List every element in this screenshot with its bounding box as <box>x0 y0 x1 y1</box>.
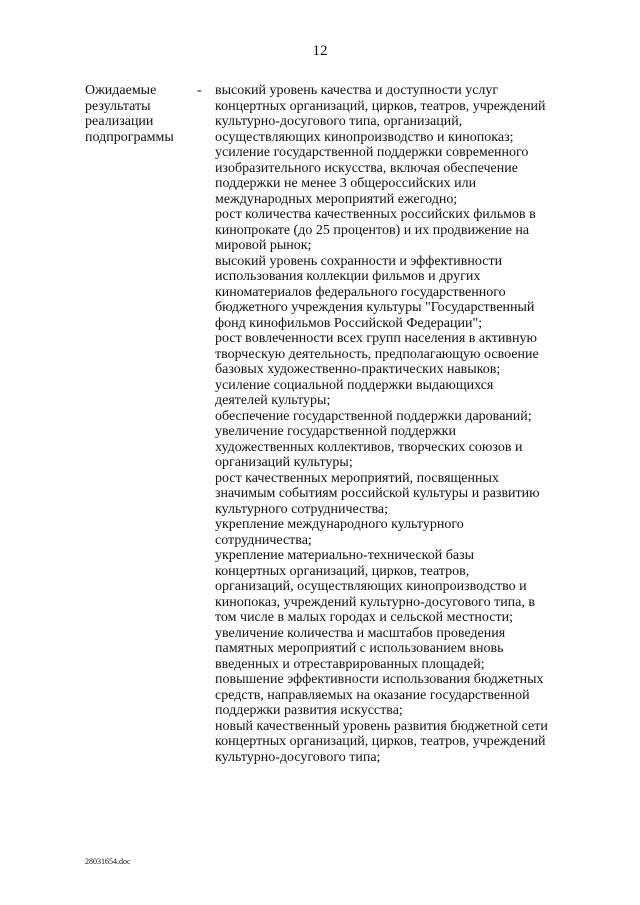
text-line: концертных организаций, цирков, театров, учреждений <box>215 98 546 114</box>
text-line: обеспечение государственной поддержки дарований; <box>215 408 532 424</box>
text-line: мировой рынок; <box>215 238 312 253</box>
results-text <box>215 83 575 765</box>
text-line: концертных организаций, цирков, театров, учреждений <box>215 734 546 749</box>
text-line: концертных организаций, цирков, театров, <box>215 563 470 579</box>
section-label-line: реализации <box>85 114 154 129</box>
text-line: художественных коллективов, творческих союзов и <box>215 439 523 455</box>
text-line: международных мероприятий ежегодно; <box>215 191 458 207</box>
text-line: сотрудничества; <box>215 532 312 548</box>
text-line: организаций культуры; <box>215 455 353 470</box>
text-line: фонд кинофильмов Российской Федерации"; <box>215 315 483 331</box>
section-label-line: Ожидаемые <box>85 83 157 98</box>
text-line: культурно-досугового типа, организаций, <box>215 114 463 129</box>
text-line: введенных и отреставрированных площадей; <box>215 656 485 672</box>
section-label-line: результаты <box>85 98 151 114</box>
text-line: поддержки не менее 3 общероссийских или <box>215 176 477 191</box>
text-line: рост количества качественных российских фильмов в <box>215 207 536 222</box>
page-number: 12 <box>312 43 328 59</box>
text-line: кинопоказ, учреждений культурно-досугового типа, в <box>215 594 535 610</box>
text-line: увеличение количества и масштабов проведения <box>215 625 506 641</box>
text-line: киноматериалов федерального государственного <box>215 284 506 300</box>
section-label-line: подпрограммы <box>85 129 174 145</box>
text-line: том числе в малых городах и сельской местности; <box>215 610 513 625</box>
text-line: значимым событиям российской культуры и развитию <box>215 486 540 501</box>
text-line: высокий уровень сохранности и эффективности <box>215 253 503 269</box>
text-line: средств, направляемых на оказание государственной <box>215 687 530 703</box>
text-line: организаций, осуществляющих кинопроизводство и <box>215 579 527 594</box>
text-line: повышение эффективности использования бюджетных <box>215 672 544 687</box>
text-line: творческую деятельность, предполагающую освоение <box>215 346 539 362</box>
text-line: кинопрокате (до 25 процентов) и их продвижение на <box>215 222 530 238</box>
text-line: рост качественных мероприятий, посвященных <box>215 470 499 486</box>
text-line: памятных мероприятий с использованием вновь <box>215 641 504 656</box>
text-line: бюджетного учреждения культуры "Государственный <box>215 300 535 315</box>
text-line: базовых художественно-практических навыков; <box>215 362 501 377</box>
text-line: поддержки развития искусства; <box>215 703 403 718</box>
footer-filename: 28031654.doc <box>85 857 131 866</box>
text-line: использования коллекции фильмов и других <box>215 269 481 284</box>
text-line: культурно-досугового типа; <box>215 749 381 765</box>
text-line: укрепление материально-технической базы <box>215 548 475 563</box>
text-line: укрепление международного культурного <box>215 517 464 532</box>
text-line: деятелей культуры; <box>215 393 331 408</box>
list-dash: - <box>197 83 202 98</box>
text-line: увеличение государственной поддержки <box>215 424 456 439</box>
text-line: усиление социальной поддержки выдающихся <box>215 377 494 393</box>
text-line: культурного сотрудничества; <box>215 501 388 517</box>
text-line: усиление государственной поддержки современного <box>215 145 529 160</box>
text-line: высокий уровень качества и доступности услуг <box>215 83 499 98</box>
text-line: новый качественный уровень развития бюджетной сети <box>215 718 548 734</box>
text-line: рост вовлеченности всех групп населения в активную <box>215 331 537 346</box>
text-line: осуществляющих кинопроизводство и кинопоказ; <box>215 129 514 145</box>
text-line: изобразительного искусства, включая обеспечение <box>215 160 518 176</box>
section-label <box>85 83 195 145</box>
